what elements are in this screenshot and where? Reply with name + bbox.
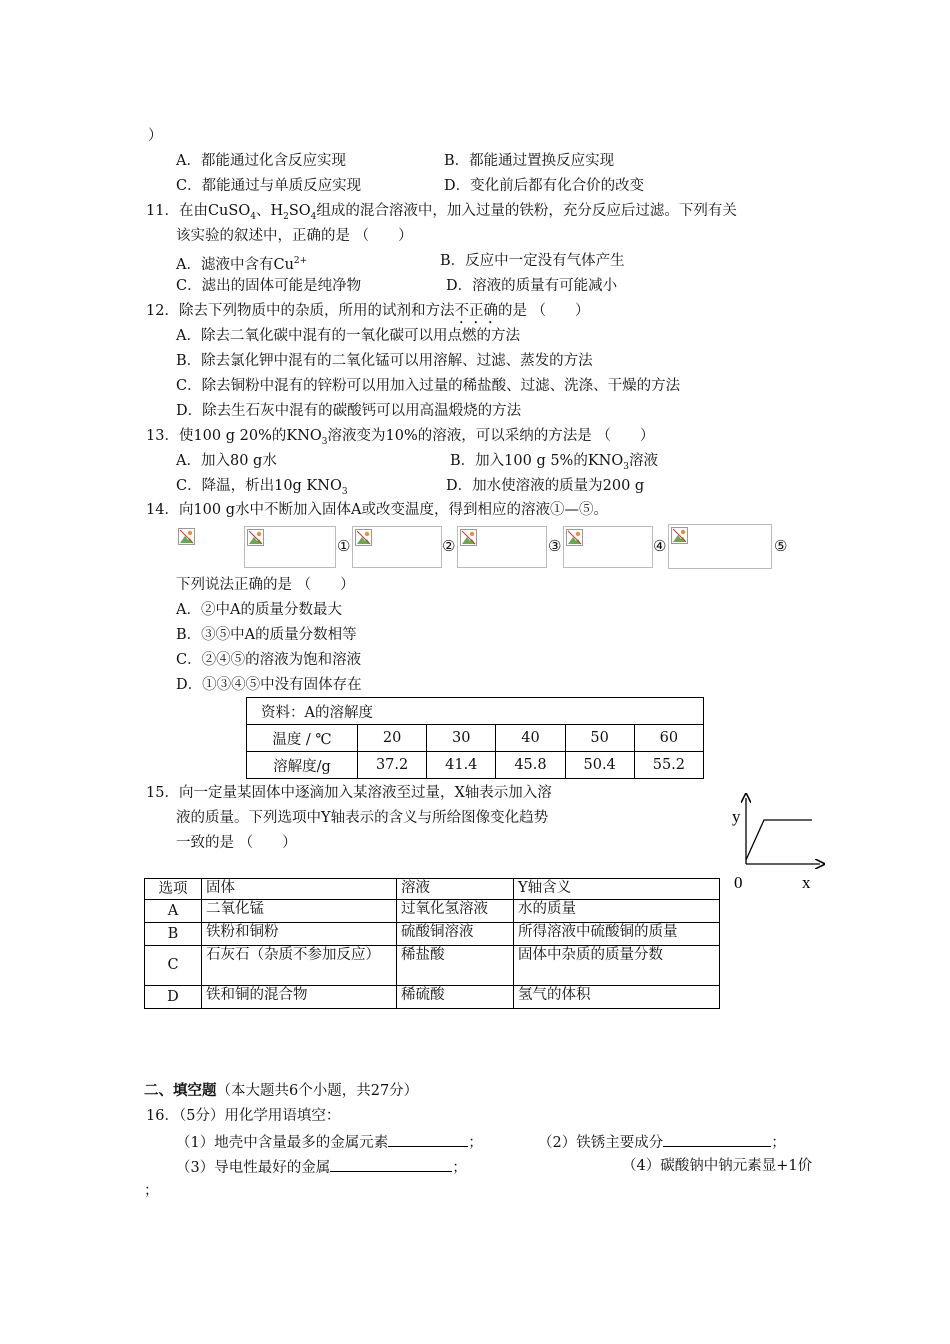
trend-line <box>746 820 812 860</box>
solubility-cell: 50.4 <box>565 752 634 779</box>
solubility-table-header: 资料：A的溶解度 <box>247 698 704 725</box>
option-letter: D <box>145 986 202 1009</box>
q11-option-b: B．反应中一定没有气体产生 <box>440 253 625 269</box>
q13-option-d: D．加水使溶液的质量为200 g <box>446 478 645 494</box>
q14-stem: 14．向100 g水中不断加入固体A或改变温度，得到相应的溶液①—⑤。 <box>146 502 608 518</box>
q11-option-d: D．溶液的质量有可能减小 <box>446 278 618 294</box>
solution-image-5 <box>668 524 772 569</box>
options-header: 溶液 <box>397 879 514 900</box>
q15-stem-line3: 一致的是 （ ） <box>176 835 297 851</box>
option-solution: 过氧化氢溶液 <box>397 900 514 923</box>
option-letter: B <box>145 923 202 946</box>
option-y-meaning: 固体中杂质的质量分数 <box>514 946 720 986</box>
temperature-cell: 60 <box>634 725 703 752</box>
option-letter: C <box>145 946 202 986</box>
q11-option-a: A．滤液中含有$Cu^{2+}$ <box>176 256 308 273</box>
options-header: Y轴含义 <box>514 879 720 900</box>
answer-blank-3[interactable] <box>330 1156 452 1172</box>
q13-option-b: B．加入100 g 5%的$KNO_3$溶液 <box>450 453 658 472</box>
option-solid: 铁粉和铜粉 <box>202 923 397 946</box>
solution-label-5: ⑤ <box>774 537 788 555</box>
option-solid: 二氧化锰 <box>202 900 397 923</box>
q12-option-a: A．除去二氧化碳中混有的一氧化碳可以用点燃的方法 <box>176 328 520 344</box>
solution-image-2 <box>352 526 442 568</box>
q15-stem-line2: 液的质量。下列选项中Y轴表示的含义与所给图像变化趋势 <box>176 810 549 826</box>
origin-label: 0 <box>734 873 743 892</box>
q12-option-c: C．除去铜粉中混有的锌粉可以用加入过量的稀盐酸、过滤、洗涤、干燥的方法 <box>176 378 681 394</box>
solution-image-3 <box>457 526 547 568</box>
solution-label-4: ④ <box>653 537 667 555</box>
section-2-heading: 二、填空题（本大题共6个小题，共27分） <box>144 1082 419 1099</box>
q12-option-d: D．除去生石灰中混有的碳酸钙可以用高温煅烧的方法 <box>176 403 522 419</box>
q10-option-b: B．都能通过置换反应实现 <box>444 153 615 169</box>
temperature-cell: 20 <box>358 725 427 752</box>
q10-option-d: D．变化前后都有化合价的改变 <box>444 178 645 194</box>
q14-prompt: 下列说法正确的是 （ ） <box>176 577 355 593</box>
q13-option-a: A．加入80 g水 <box>176 453 277 469</box>
broken-image-icon <box>566 529 583 546</box>
broken-image-icon <box>247 529 264 546</box>
solubility-cell: 55.2 <box>634 752 703 779</box>
q10-option-c: C．都能通过与单质反应实现 <box>176 178 362 194</box>
q12-option-b: B．除去氯化钾中混有的二氧化锰可以用溶解、过滤、蒸发的方法 <box>176 353 593 369</box>
options-header: 固体 <box>202 879 397 900</box>
q14-option-a: A．②中A的质量分数最大 <box>176 602 342 618</box>
option-letter: A <box>145 900 202 923</box>
solubility-cell: 45.8 <box>496 752 565 779</box>
q14-option-c: C．②④⑤的溶液为饱和溶液 <box>176 652 362 668</box>
solubility-table <box>246 697 704 779</box>
option-solid: 石灰石（杂质不参加反应） <box>202 946 397 986</box>
solution-label-3: ③ <box>548 537 562 555</box>
q10-option-a: A．都能通过化含反应实现 <box>176 153 346 169</box>
broken-image-icon <box>176 526 240 568</box>
q16-item-1: （1）地壳中含量最多的金属元素 ； <box>176 1131 483 1153</box>
answer-blank-2[interactable] <box>663 1131 771 1147</box>
q16-trailing-separator: ； <box>144 1183 159 1199</box>
option-solid: 铁和铜的混合物 <box>202 986 397 1009</box>
q16-item-2: （2）铁锈主要成分 ； <box>538 1131 786 1153</box>
solution-label-1: ① <box>337 537 351 555</box>
broken-image-icon <box>671 527 688 544</box>
broken-image-icon <box>460 529 477 546</box>
q12-stem: 12．除去下列物质中的杂质，所用的试剂和方法不正确的是 （ ） <box>146 303 590 319</box>
q11-stem-line1: 11．在由CuSO$_4$、$H_2SO_4$组成的混合溶液中，加入过量的铁粉，充分反应后过滤。下列有关 <box>146 203 737 222</box>
x-axis-label: x <box>802 873 811 892</box>
q16-item-3: （3）导电性最好的金属 ； <box>176 1156 467 1178</box>
temperature-cell: 30 <box>427 725 496 752</box>
q14-option-d: D．①③④⑤中没有固体存在 <box>176 677 362 693</box>
options-header: 选项 <box>145 879 202 900</box>
option-solution: 稀盐酸 <box>397 946 514 986</box>
temperature-cell: 40 <box>496 725 565 752</box>
q16-item-4: （4）碳酸钠中钠元素显+1价 <box>622 1158 813 1174</box>
broken-image-icon <box>355 529 372 546</box>
temperature-cell: 50 <box>565 725 634 752</box>
solubility-label: 溶解度/g <box>247 752 358 779</box>
options-table <box>144 878 720 1009</box>
solubility-cell: 41.4 <box>427 752 496 779</box>
option-y-meaning: 水的质量 <box>514 900 720 923</box>
option-solution: 硫酸铜溶液 <box>397 923 514 946</box>
y-axis-label: y <box>732 807 741 826</box>
q14-option-b: B．③⑤中A的质量分数相等 <box>176 627 357 643</box>
solubility-cell: 37.2 <box>358 752 427 779</box>
q11-option-c: C．滤出的固体可能是纯净物 <box>176 278 362 294</box>
q10-paren: ） <box>148 128 163 144</box>
solution-image-1 <box>244 526 336 568</box>
q13-stem: 13．使100 g 20%的$KNO_3$溶液变为10%的溶液，可以采纳的方法是 （ ） <box>146 428 655 447</box>
solution-image-4 <box>563 526 653 568</box>
q16-stem: 16．（5分）用化学用语填空： <box>146 1108 341 1124</box>
trend-graph <box>726 792 826 892</box>
q13-option-c: C．降温，析出10g $KNO_3$ <box>176 478 348 497</box>
option-y-meaning: 所得溶液中硫酸铜的质量 <box>514 923 720 946</box>
solution-label-2: ② <box>442 537 456 555</box>
temperature-label: 温度 / ℃ <box>247 725 358 752</box>
answer-blank-1[interactable] <box>388 1131 468 1147</box>
q11-stem-line2: 该实验的叙述中，正确的是 （ ） <box>176 228 413 244</box>
q15-stem-line1: 15．向一定量某固体中逐滴加入某溶液至过量，X轴表示加入溶 <box>146 785 552 801</box>
option-y-meaning: 氢气的体积 <box>514 986 720 1009</box>
option-solution: 稀硫酸 <box>397 986 514 1009</box>
